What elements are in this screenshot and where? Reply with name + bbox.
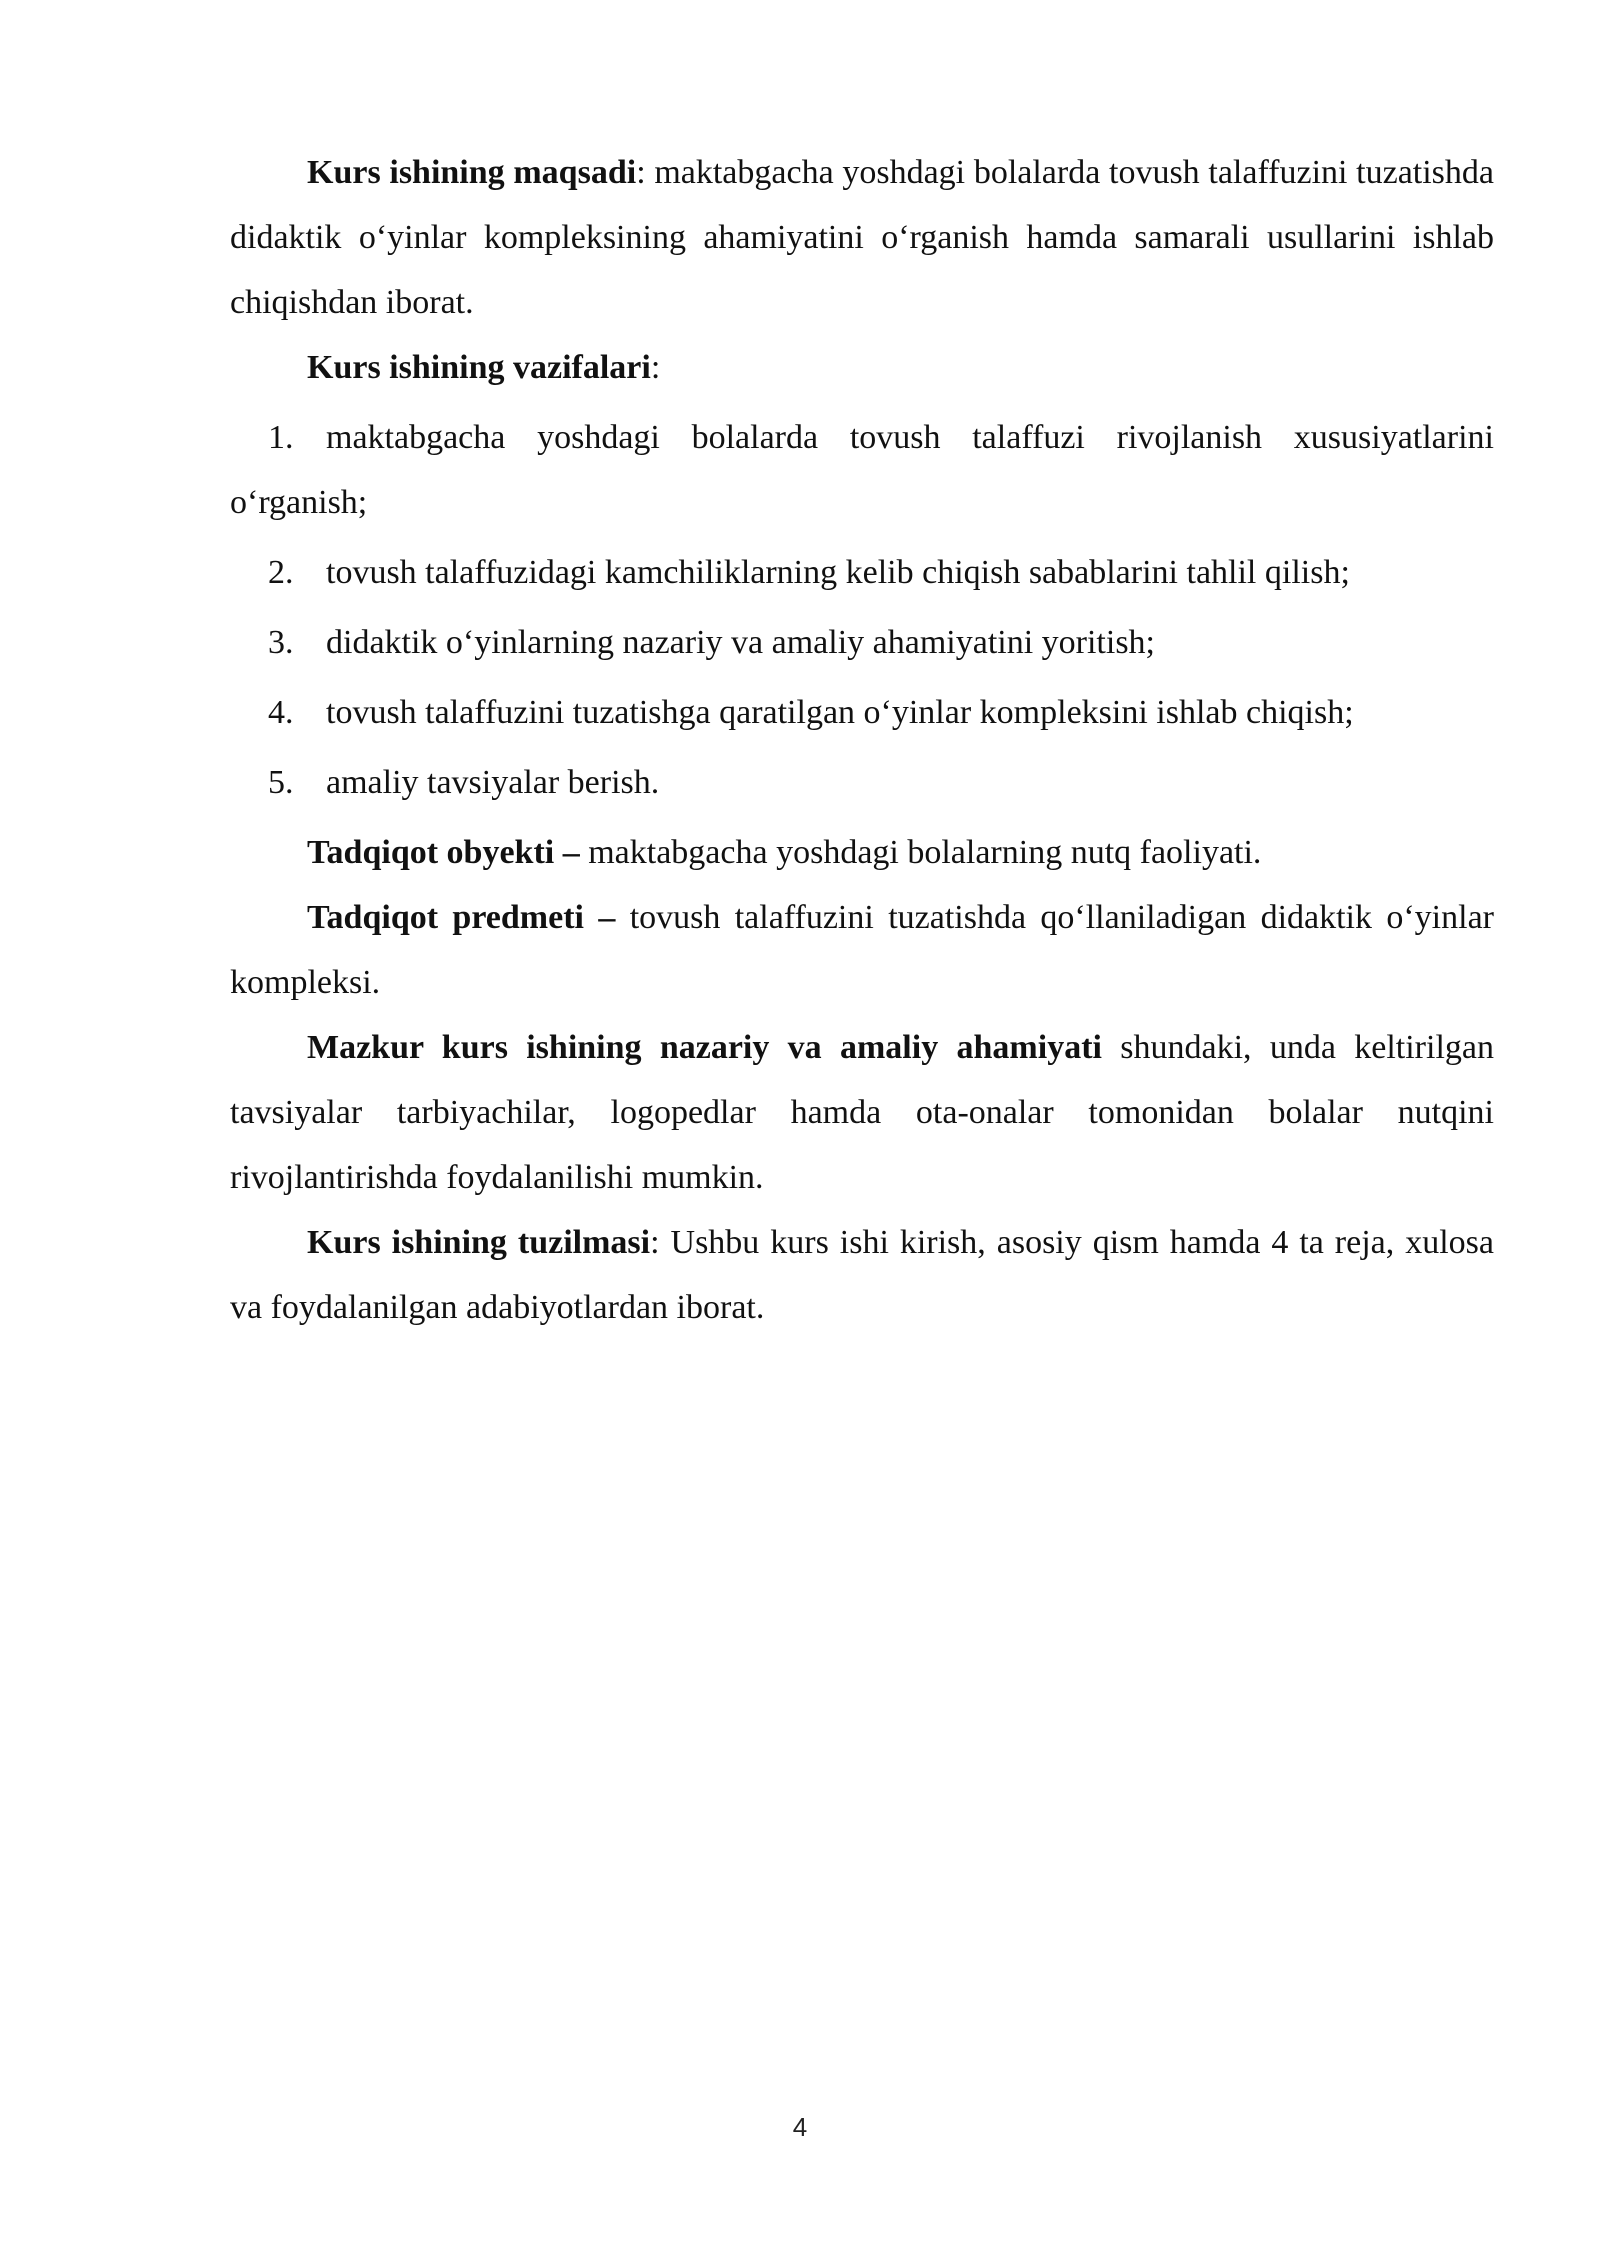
list-item-text: amaliy tavsiyalar berish. <box>326 764 660 801</box>
paragraph-vazifalar <box>230 335 1494 400</box>
paragraph-maqsad <box>230 140 1494 335</box>
obyekt-label: Tadqiqot obyekti – <box>307 834 580 871</box>
list-item-number: 2. <box>268 554 294 591</box>
tuzilma-label: Kurs ishining tuzilmasi <box>307 1224 651 1261</box>
paragraph-tuzilma <box>230 1210 1494 1340</box>
vazifalar-text: : <box>650 349 661 386</box>
list-item <box>230 610 1494 675</box>
maqsad-label: Kurs ishining maqsadi <box>307 154 637 191</box>
paragraph-obyekt <box>230 820 1494 885</box>
maqsad-text: : maktabgacha yoshdagi bolalarda tovush talaffuzini tuzatishda didaktik o‘yinlar kompleksining ahamiyatini o‘rganish hamda samarali usullarini ishlab chiqishdan iborat. <box>230 154 1494 321</box>
paragraph-ahamiyat <box>230 1015 1494 1210</box>
vazifalar-label: Kurs ishining vazifalari <box>307 349 651 386</box>
ahamiyat-text: shundaki, unda keltirilgan tavsiyalar tarbiyachilar, logopedlar hamda ota-onalar tomonidan bolalar nutqini rivojlantirishda foydalanilishi mumkin. <box>230 1029 1494 1196</box>
list-item-text: tovush talaffuzidagi kamchiliklarning kelib chiqish sabablarini tahlil qilish; <box>326 554 1350 591</box>
page-number: 4 <box>792 2112 808 2142</box>
list-item-number: 3. <box>268 624 294 661</box>
list-item <box>230 750 1494 815</box>
document-page <box>230 140 1494 1340</box>
list-item <box>230 540 1494 605</box>
list-item-number: 5. <box>268 764 294 801</box>
paragraph-predmet <box>230 885 1494 1015</box>
list-item-text: maktabgacha yoshdagi bolalarda tovush talaffuzi rivojlanish xususiyatlarini o‘rganish; <box>230 419 1494 521</box>
tuzilma-text: : Ushbu kurs ishi kirish, asosiy qism hamda 4 ta reja, xulosa va foydalanilgan adabiyotlardan iborat. <box>230 1224 1494 1326</box>
list-item-text: didaktik o‘yinlarning nazariy va amaliy ahamiyatini yoritish; <box>326 624 1155 661</box>
list-item-text: tovush talaffuzini tuzatishga qaratilgan o‘yinlar kompleksini ishlab chiqish; <box>326 694 1354 731</box>
ahamiyat-label: Mazkur kurs ishining nazariy va amaliy ahamiyati <box>307 1029 1102 1066</box>
predmet-label: Tadqiqot predmeti – <box>307 899 616 936</box>
tasks-list <box>230 405 1494 815</box>
list-item-number: 4. <box>268 694 294 731</box>
list-item-number: 1. <box>268 419 294 456</box>
list-item <box>230 680 1494 745</box>
predmet-text: tovush talaffuzini tuzatishda qo‘llaniladigan didaktik o‘yinlar kompleksi. <box>230 899 1494 1001</box>
obyekt-text: maktabgacha yoshdagi bolalarning nutq faoliyati. <box>579 834 1262 871</box>
list-item <box>230 405 1494 535</box>
